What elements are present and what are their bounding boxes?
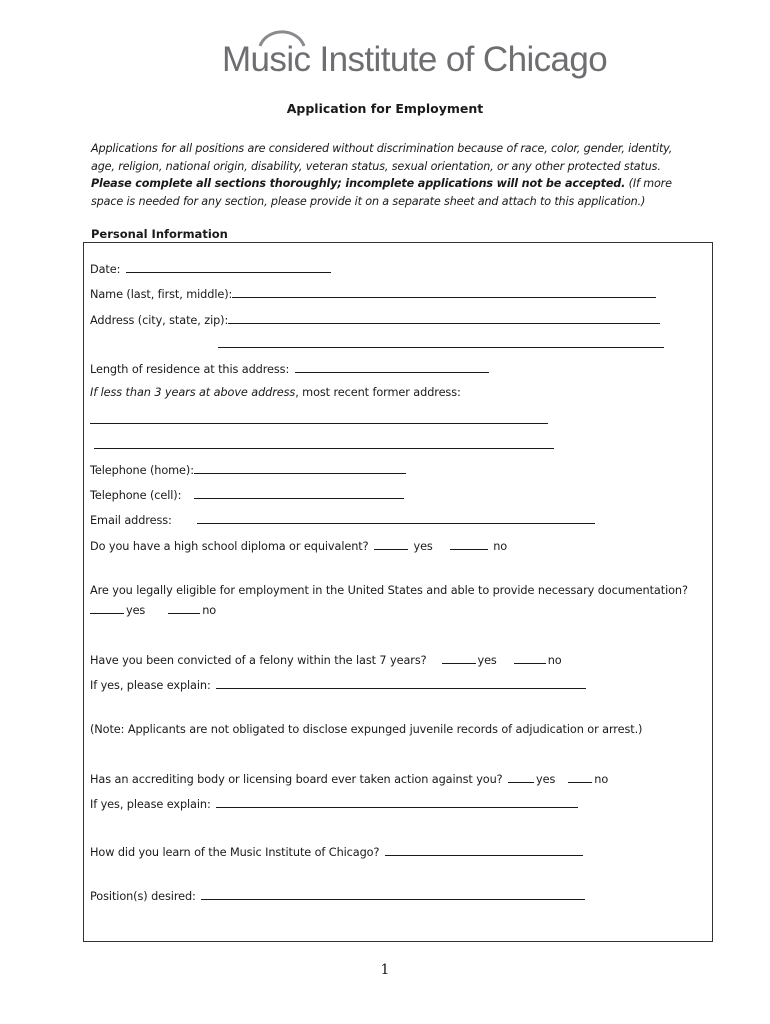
address-field[interactable] <box>228 312 660 324</box>
address-row <box>90 312 662 327</box>
position-label: Position(s) desired: <box>90 890 196 903</box>
former-address-field-2[interactable] <box>94 437 554 449</box>
intro-text: Applications for all positions are considered without discrimination because of race, color, gender, identity, age, religion, national origin, disability, veteran status, sexual orientation, or any other protected status. <box>91 142 673 173</box>
date-row <box>90 261 333 276</box>
name-row <box>90 286 658 301</box>
diploma-question: Do you have a high school diploma or equivalent? <box>90 540 369 553</box>
felony-no-field[interactable] <box>514 652 546 664</box>
address-field-2[interactable] <box>218 336 664 348</box>
learn-row <box>90 844 585 859</box>
eligible-row <box>90 584 688 597</box>
accrediting-no-field[interactable] <box>568 771 592 783</box>
felony-no-label: no <box>547 654 562 667</box>
music-institute-logo <box>222 26 608 86</box>
page-number: 1 <box>380 962 390 978</box>
phone-home-row <box>90 462 408 477</box>
eligible-no-field[interactable] <box>168 602 200 614</box>
position-row <box>90 888 587 903</box>
diploma-no-label: no <box>493 540 508 553</box>
eligible-no-label: no <box>202 604 217 617</box>
name-label: Name (last, first, middle): <box>90 288 233 301</box>
name-field[interactable] <box>232 286 656 298</box>
accrediting-explain-row <box>90 796 580 811</box>
accrediting-yes-label: yes <box>536 773 556 786</box>
felony-explain-label: If yes, please explain: <box>90 679 211 692</box>
eligible-question: Are you legally eligible for employment in the United States and able to provide necessary documentation? <box>90 584 688 597</box>
felony-question: Have you been convicted of a felony within the last 7 years? <box>90 654 427 667</box>
residence-label: Length of residence at this address: <box>90 363 290 376</box>
learn-question: How did you learn of the Music Institute of Chicago? <box>90 846 380 859</box>
felony-row <box>90 652 562 667</box>
note-text: (Note: Applicants are not obligated to disclose expunged juvenile records of adjudication or arrest.) <box>90 723 643 736</box>
address-row-2 <box>216 336 666 351</box>
felony-explain-field[interactable] <box>216 677 586 689</box>
former-address-italic-label: If less than 3 years at above address <box>90 386 296 399</box>
felony-yes-field[interactable] <box>442 652 476 664</box>
phone-cell-field[interactable] <box>194 487 404 499</box>
residence-row <box>90 361 491 376</box>
accrediting-no-label: no <box>594 773 609 786</box>
diploma-row <box>90 538 507 553</box>
eligible-answer-row <box>90 602 216 617</box>
diploma-no-field[interactable] <box>450 538 488 550</box>
diploma-yes-field[interactable] <box>374 538 408 550</box>
email-field[interactable] <box>197 512 595 524</box>
former-address-row <box>90 386 461 399</box>
learn-field[interactable] <box>385 844 583 856</box>
date-label: Date: <box>90 263 121 276</box>
juvenile-records-note <box>90 723 642 736</box>
accrediting-question: Has an accrediting body or licensing board ever taken action against you? <box>90 773 503 786</box>
former-address-label: , most recent former address: <box>295 386 461 399</box>
former-address-field-1[interactable] <box>90 412 548 424</box>
eligible-yes-field[interactable] <box>90 602 124 614</box>
intro-tail-text: (If more space is needed for any section, please provide it on a separate sheet and attach to this application.) <box>91 177 672 208</box>
phone-cell-label: Telephone (cell): <box>90 489 182 502</box>
phone-home-label: Telephone (home): <box>90 464 194 477</box>
email-row <box>90 512 597 527</box>
logo-text: Music Institute of Chicago <box>222 40 608 79</box>
accrediting-yes-field[interactable] <box>508 771 534 783</box>
felony-yes-label: yes <box>477 654 497 667</box>
position-field[interactable] <box>201 888 585 900</box>
email-label: Email address: <box>90 514 172 527</box>
intro-paragraph <box>91 140 691 210</box>
page-title: Application for Employment <box>286 101 484 116</box>
residence-field[interactable] <box>295 361 489 373</box>
accrediting-explain-label: If yes, please explain: <box>90 798 211 811</box>
eligible-yes-label: yes <box>126 604 146 617</box>
phone-cell-row <box>90 487 406 502</box>
intro-bold-text: Please complete all sections thoroughly; incomplete applications will not be accepted. <box>91 177 626 190</box>
former-address-line-1 <box>90 412 550 427</box>
phone-home-field[interactable] <box>194 462 406 474</box>
address-label: Address (city, state, zip): <box>90 314 229 327</box>
diploma-yes-label: yes <box>413 540 433 553</box>
felony-explain-row <box>90 677 588 692</box>
former-address-line-2 <box>94 437 556 452</box>
accrediting-explain-field[interactable] <box>216 796 578 808</box>
section-title-personal-information: Personal Information <box>91 227 228 241</box>
date-field[interactable] <box>126 261 331 273</box>
accrediting-row <box>90 771 608 786</box>
